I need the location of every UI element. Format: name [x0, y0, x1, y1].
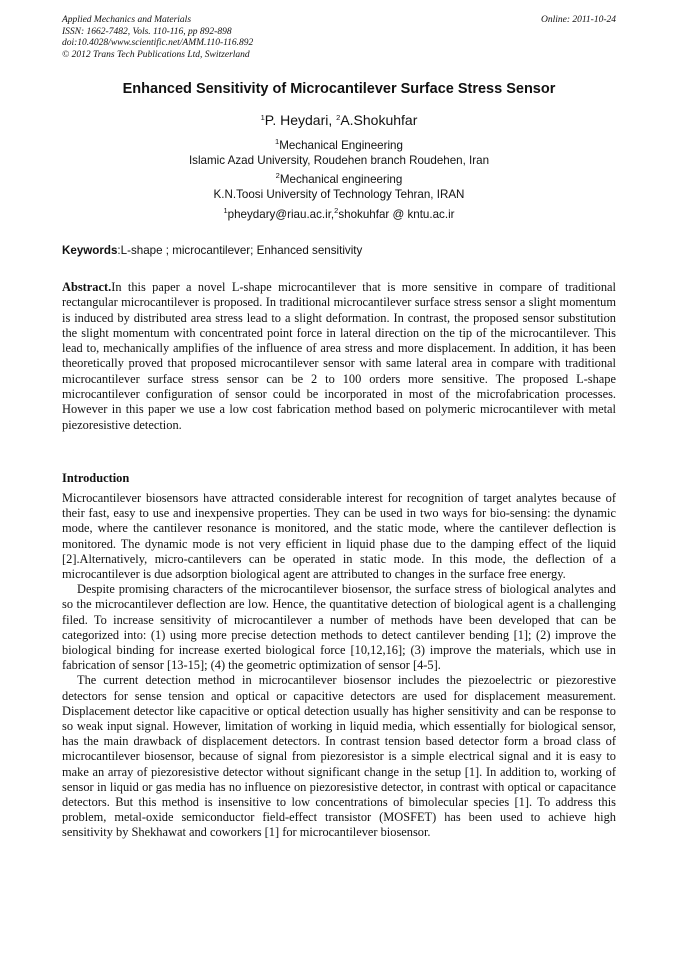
journal-name: Applied Mechanics and Materials	[62, 15, 192, 25]
aff1-sup: 1	[275, 137, 280, 146]
keywords	[62, 244, 616, 257]
abstract-text: In this paper a novel L-shape microcantilever that is more sensitive in compare of traditional rectangular microcantilever is proposed. In traditional microcantilever surface stress sensor a slight momentum is induced by distributed area stress lead to a slight deformation. In contrast, the proposed sensor substitution the slight momentum with concentrated point force in lateral direction on the tip of the microcantilever. This lead to, mechanically amplifies of the influence of area stress and more displacement. In addition, it has been theoretically proved that proposed microcantilever sensor with same lateral area in compare with traditional microcantilever surface stress sensor can be 2 to 100 orders more sensitive. The proposed L-shape microcantilever configuration of sensor could be incorporated in most of the microfabrication processes. However in this paper we use a low cost fabrication method based on polymeric microcantilever with metal piezoresistive detection.	[62, 280, 616, 432]
keywords-label: Keywords	[62, 244, 118, 257]
online-date: Online: 2011-10-24	[540, 15, 616, 25]
email2-sup: 2	[334, 206, 339, 215]
journal-header	[62, 15, 616, 61]
aff1-department: Mechanical Engineering	[279, 139, 403, 152]
author1-name: P. Heydari,	[264, 112, 337, 128]
aff2-institution: K.N.Toosi University of Technology Tehran, IRAN	[213, 187, 465, 201]
email-line	[62, 208, 616, 223]
abstract-label: Abstract.	[62, 280, 112, 294]
aff2-sup: 2	[275, 171, 280, 180]
intro-paragraph-3: The current detection method in microcantilever biosensor includes the piezoelectric or piezorestive detectors for sense tension and optical or capacitive detectors are used for displacement measurement. Displacement detector like capacitive or optical detection usually has higher sensitivity and can be response to so weak input signal. However, limitation of working in liquid media, which essentially for biological sensor, has the main drawback of displacement detectors. In contrast tension based detector form a broad class of microcantilever biosensor, because of signal from piezoresistor is a simple electrical signal and it is easy to make an array of piezoresistive detector without significant change in the setup [1]. In addition to, working of sensor in liquid or gas media has no influence on piezoresistive detector, in contrast with optical or capacitance detectors. But this method is insensitive to low concentrations of bimolecular species [1]. To address this problem, metal-oxide semiconductor field-effect transistor (MOSFET) has been used to achieve high sensitivity by Shekhawat and coworkers [1] for microcantilever biosensor.	[62, 673, 616, 840]
email1-sup: 1	[223, 206, 228, 215]
paper-title: Enhanced Sensitivity of Microcantilever Surface Stress Sensor	[122, 81, 556, 97]
intro-paragraph-1: Microcantilever biosensors have attracted considerable interest for recognition of target analytes because of their fast, easy to use and inexpensive properties. They can be used in two ways for bio-sensing: the dynamic mode, where the cantilever resonance is monitored, and the static mode, where the cantilever deflection is monitored. The dynamic mode is not very efficient in liquid phase due to the damping effect of the liquid [2].Alternatively, micro-cantilevers can be operated in static mode. In this mode, the deflection of a microcantilever is due adsorption biological agent are attributed to changes in the surface free energy.	[62, 491, 616, 582]
affiliation-1	[62, 139, 616, 168]
author2-name: A.Shokuhfar	[340, 112, 418, 128]
email-author2[interactable]: shokuhfar @ kntu.ac.ir	[338, 208, 455, 221]
abstract	[62, 280, 616, 433]
doi-line: doi:10.4028/www.scientific.net/AMM.110-116.892	[62, 38, 254, 48]
intro-paragraph-2: Despite promising characters of the microcantilever biosensor, the surface stress of biological analytes and so the microcantilever deflection are low. Hence, the quantitative detection of biological agent is a challenging filed. To increase sensitivity of microcantilever a number of methods have been developed that can be categorized into: (1) using more precise detection methods to detect cantilever bending [1]; (2) improve the biological binding for increase exerted biological force [10,12,16]; (3) improve the materials, which use in fabrication of sensor [13-15]; (4) the geometric optimization of sensor [4-5].	[62, 582, 616, 673]
author-list	[62, 112, 616, 128]
aff2-department: Mechanical engineering	[279, 173, 403, 186]
aff1-institution: Islamic Azad University, Roudehen branch Roudehen, Iran	[188, 153, 490, 167]
introduction-body	[62, 491, 616, 841]
keywords-text: :L-shape ; microcantilever; Enhanced sensitivity	[117, 244, 363, 257]
author1-sup: 1	[260, 113, 265, 122]
affiliation-2	[62, 173, 616, 202]
author2-sup: 2	[336, 113, 341, 122]
copyright-line: © 2012 Trans Tech Publications Ltd, Switzerland	[62, 49, 250, 60]
introduction-heading: Introduction	[62, 471, 130, 485]
issn-line: ISSN: 1662-7482, Vols. 110-116, pp 892-898	[62, 26, 232, 37]
email-author1[interactable]: pheydary@riau.ac.ir,	[227, 208, 335, 221]
